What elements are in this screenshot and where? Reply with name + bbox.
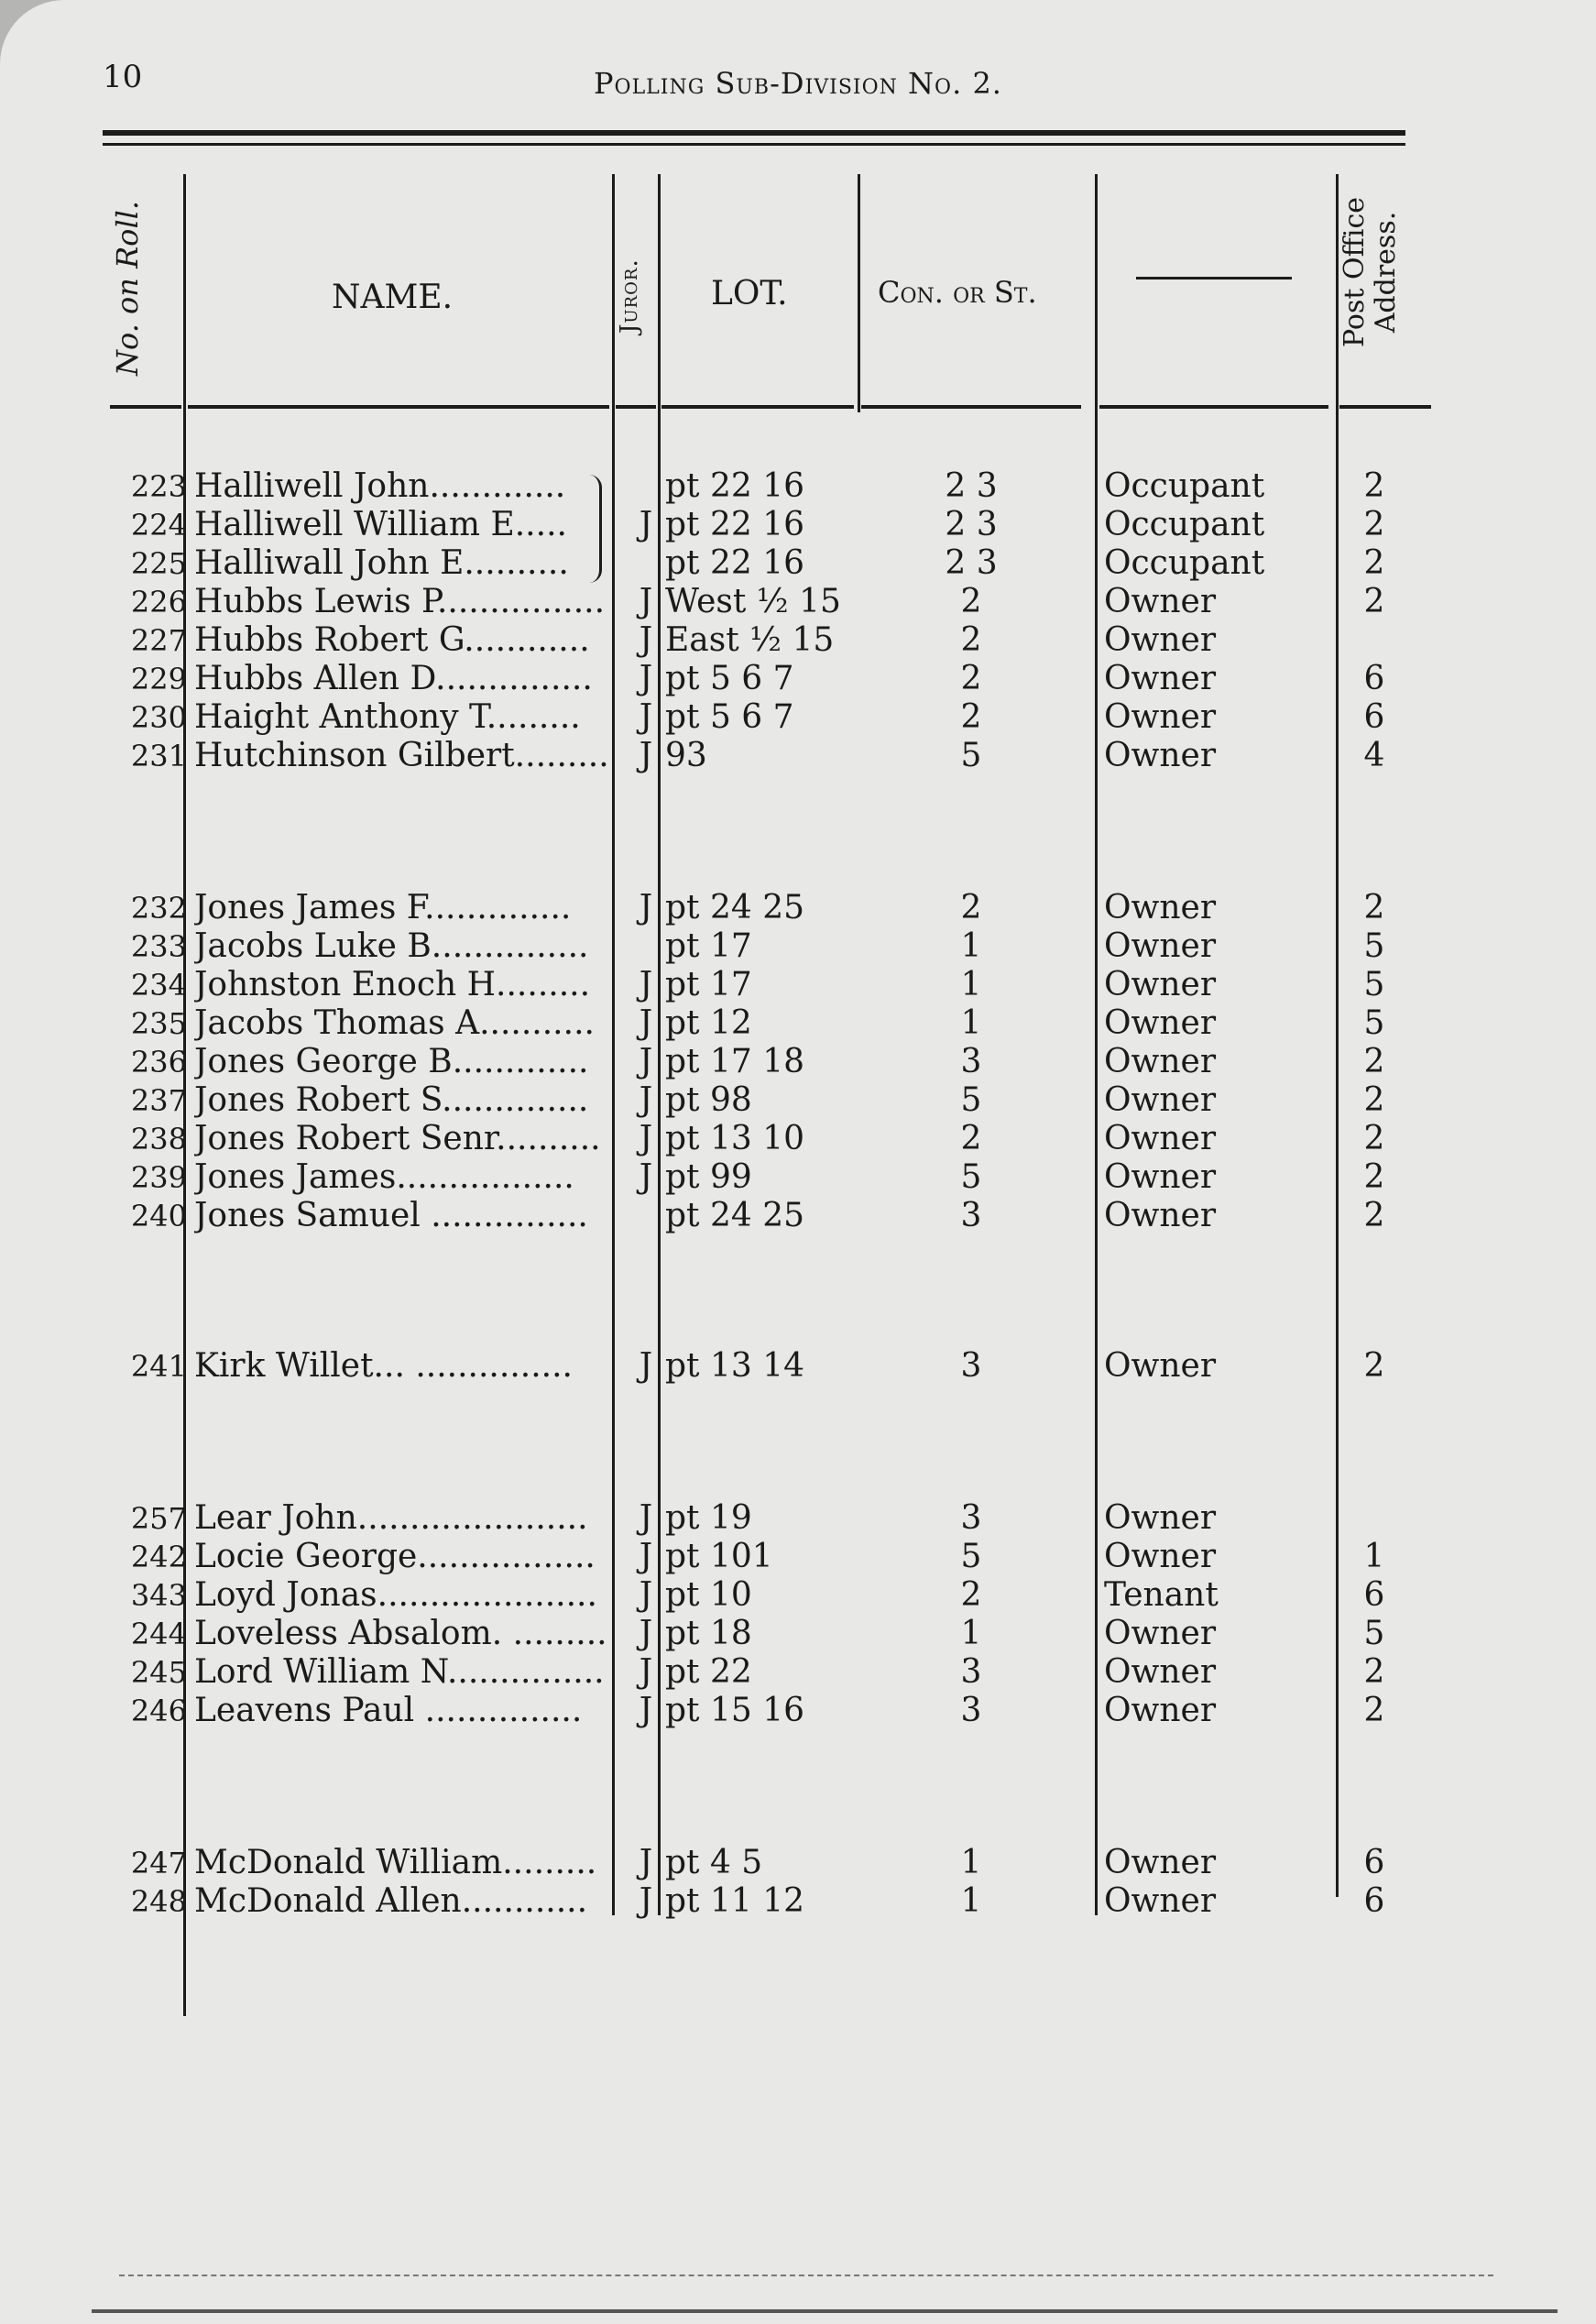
occupancy-value: Tenant [1104,1576,1219,1614]
voter-name: Jacobs Luke B............... [194,927,589,965]
column-header-rule [1099,405,1328,409]
concession-value: 3 [960,1347,982,1385]
voter-name: Halliwall John E.......... [194,544,569,582]
running-title: Polling Sub-Division No. 2. [594,66,1002,101]
table-row [0,1882,1596,1921]
voter-name: Jones George B............. [194,1043,589,1080]
column-header-rule [861,405,1081,409]
occupancy-value: Owner [1104,1197,1217,1234]
table-row [0,1158,1596,1197]
voter-name: Halliwell John............. [194,467,566,505]
post-office-value: 5 [1363,1615,1385,1652]
table-row [0,1844,1596,1882]
occupancy-header-rule [1136,277,1292,280]
voter-name: Lear John...................... [194,1499,588,1537]
voter-name: Jones Robert Senr.......... [194,1120,601,1157]
juror-mark: J [639,621,653,659]
lot-value: pt 24 25 [665,1197,805,1234]
lot-value: pt 19 [665,1499,752,1537]
occupancy-value: Owner [1104,1081,1217,1119]
table-row [0,1615,1596,1653]
page-number: 10 [103,59,143,95]
concession-value: 3 [960,1043,982,1080]
juror-mark: J [639,1081,653,1119]
lot-value: pt 101 [665,1538,773,1575]
post-office-value: 5 [1363,927,1385,965]
juror-mark: J [639,737,653,774]
juror-mark: J [639,506,653,543]
lot-value: pt 18 [665,1615,752,1652]
concession-value: 3 [960,1653,982,1691]
post-office-value: 2 [1363,1043,1385,1080]
roll-number: 343 [130,1578,187,1613]
concession-value: 5 [960,737,982,774]
juror-mark: J [639,698,653,736]
occupancy-value: Owner [1104,1499,1217,1537]
occupancy-value: Occupant [1104,544,1265,582]
occupancy-value: Owner [1104,1615,1217,1652]
roll-number: 242 [130,1540,187,1574]
concession-value: 3 [960,1197,982,1234]
voter-name: Locie George................. [194,1538,596,1575]
lot-value: pt 22 16 [665,467,805,505]
table-row [0,698,1596,737]
voter-name: Halliwell William E..... [194,506,567,543]
occupancy-value: Owner [1104,583,1217,620]
table-row [0,506,1596,544]
roll-number: 235 [130,1006,187,1041]
concession-value: 2 [960,698,982,736]
concession-value: 2 3 [945,544,998,582]
voter-name: Loyd Jonas..................... [194,1576,597,1614]
occupancy-value: Owner [1104,1653,1217,1691]
lot-value: pt 22 16 [665,544,805,582]
roll-number: 229 [130,662,187,696]
footer-rule [119,2275,1493,2276]
lot-value: pt 98 [665,1081,752,1119]
concession-value: 1 [960,1882,982,1920]
roll-number: 225 [130,546,187,581]
lot-value: pt 13 14 [665,1347,805,1385]
lot-value: pt 10 [665,1576,752,1614]
lot-value: 93 [665,737,707,774]
occupancy-value: Owner [1104,966,1217,1003]
juror-mark: J [639,1158,653,1196]
occupancy-value: Owner [1104,889,1217,926]
concession-value: 5 [960,1158,982,1196]
lot-value: pt 17 [665,927,752,965]
roll-number: 248 [130,1884,187,1919]
roll-number: 239 [130,1160,187,1195]
lot-value: pt 17 18 [665,1043,805,1080]
occupancy-value: Owner [1104,621,1217,659]
juror-mark: J [639,583,653,620]
no-on-roll-header: No. on Roll. [110,200,145,376]
juror-header: Juror. [616,258,643,334]
occupancy-value: Occupant [1104,506,1265,543]
post-office-value: 6 [1363,698,1385,736]
post-office-value: 4 [1363,737,1385,774]
column-header-rule [616,405,656,409]
roll-number: 237 [130,1083,187,1118]
post-office-value: 6 [1363,1576,1385,1614]
lot-value: pt 12 [665,1004,752,1042]
occupancy-value: Owner [1104,1043,1217,1080]
roll-number: 245 [130,1655,187,1690]
lot-value: East ½ 15 [665,621,835,659]
voter-name: Jones James................. [194,1158,574,1196]
juror-mark: J [639,1576,653,1614]
roll-number: 234 [130,968,187,1003]
voter-name: Hubbs Allen D............... [194,660,593,697]
roll-number: 233 [130,929,187,964]
table-row [0,1081,1596,1120]
occupancy-value: Occupant [1104,467,1265,505]
voter-name: Haight Anthony T......... [194,698,581,736]
voter-name: Loveless Absalom. ......... [194,1615,607,1652]
voter-name: Kirk Willet... ............... [194,1347,573,1385]
occupancy-value: Owner [1104,1347,1217,1385]
juror-mark: J [639,889,653,926]
header-rule-thin [103,143,1405,146]
roll-number: 230 [130,700,187,735]
roll-number: 244 [130,1617,187,1651]
post-office-header: Post Office Address. [1339,196,1402,348]
juror-mark: J [639,1615,653,1652]
roll-number: 241 [130,1349,187,1384]
voter-name: Jones Robert S.............. [194,1081,589,1119]
post-office-value: 2 [1363,889,1385,926]
post-office-value: 2 [1363,506,1385,543]
concession-value: 2 [960,621,982,659]
concession-value: 3 [960,1692,982,1729]
concession-value: 5 [960,1081,982,1119]
occupancy-value: Owner [1104,1844,1217,1881]
concession-value: 2 [960,660,982,697]
table-row [0,1653,1596,1692]
occupancy-value: Owner [1104,1158,1217,1196]
voter-name: Johnston Enoch H......... [194,966,591,1003]
concession-value: 2 [960,889,982,926]
voter-name: Hutchinson Gilbert......... [194,737,609,774]
concession-value: 1 [960,966,982,1003]
concession-value: 2 [960,1576,982,1614]
juror-mark: J [639,1844,653,1881]
post-office-value: 6 [1363,1882,1385,1920]
post-office-value: 6 [1363,660,1385,697]
voter-name: McDonald William......... [194,1844,597,1881]
roll-number: 227 [130,623,187,658]
concession-value: 2 [960,1120,982,1157]
occupancy-value: Owner [1104,737,1217,774]
concession-value: 5 [960,1538,982,1575]
occupancy-value: Owner [1104,660,1217,697]
lot-header: LOT. [711,275,788,312]
lot-value: pt 13 10 [665,1120,805,1157]
table-row [0,1499,1596,1538]
table-row [0,621,1596,660]
voter-name: Hubbs Lewis P................ [194,583,606,620]
occupancy-value: Owner [1104,698,1217,736]
lot-value: pt 5 6 7 [665,660,794,697]
voter-name: Lord William N............... [194,1653,605,1691]
occupancy-value: Owner [1104,1538,1217,1575]
roll-number: 226 [130,585,187,619]
post-office-value: 2 [1363,583,1385,620]
table-row [0,1538,1596,1576]
lot-value: pt 4 5 [665,1844,763,1881]
concession-value: 1 [960,1615,982,1652]
concession-value: 1 [960,927,982,965]
juror-mark: J [639,660,653,697]
occupancy-value: Owner [1104,1120,1217,1157]
table-row [0,927,1596,966]
post-office-value: 2 [1363,1692,1385,1729]
lot-value: pt 11 12 [665,1882,805,1920]
roll-number: 240 [130,1199,187,1233]
voter-name: Jacobs Thomas A........... [194,1004,595,1042]
occupancy-value: Owner [1104,1004,1217,1042]
table-row [0,1692,1596,1730]
concession-value: 1 [960,1844,982,1881]
concession-value: 2 3 [945,467,998,505]
table-row [0,1576,1596,1615]
post-office-value: 2 [1363,1081,1385,1119]
table-row [0,737,1596,775]
concession-value: 2 [960,583,982,620]
post-office-value: 2 [1363,467,1385,505]
lot-value: West ½ 15 [665,583,841,620]
voter-name: Leavens Paul ............... [194,1692,583,1729]
lot-value: pt 17 [665,966,752,1003]
column-divider [858,174,860,412]
juror-mark: J [639,1538,653,1575]
roll-number: 236 [130,1045,187,1080]
header-rule-thick [103,130,1405,136]
post-office-value: 2 [1363,1197,1385,1234]
table-row [0,583,1596,621]
occupancy-value: Owner [1104,1692,1217,1729]
concession-value: 1 [960,1004,982,1042]
juror-mark: J [639,1653,653,1691]
post-office-value: 1 [1363,1538,1385,1575]
table-row [0,1004,1596,1043]
juror-mark: J [639,1043,653,1080]
table-row [0,1347,1596,1386]
concession-value: 2 3 [945,506,998,543]
post-office-value: 2 [1363,1120,1385,1157]
table-row [0,544,1596,583]
juror-mark: J [639,966,653,1003]
roll-number: 246 [130,1694,187,1728]
lot-value: pt 5 6 7 [665,698,794,736]
roll-number: 257 [130,1501,187,1536]
voter-name: Jones Samuel ............... [194,1197,588,1234]
juror-mark: J [639,1692,653,1729]
post-office-value: 6 [1363,1844,1385,1881]
occupancy-value: Owner [1104,1882,1217,1920]
table-row [0,1043,1596,1081]
roll-number: 231 [130,739,187,773]
juror-mark: J [639,1499,653,1537]
juror-mark: J [639,1347,653,1385]
table-row [0,467,1596,506]
concession-value: 3 [960,1499,982,1537]
table-row [0,660,1596,698]
roll-number: 238 [130,1122,187,1157]
juror-mark: J [639,1882,653,1920]
column-header-rule [110,405,181,409]
roll-number: 247 [130,1846,187,1880]
roll-number: 223 [130,469,187,504]
table-row [0,889,1596,927]
voter-name: McDonald Allen............ [194,1882,588,1920]
occupancy-value: Owner [1104,927,1217,965]
table-row [0,1120,1596,1158]
name-header: NAME. [332,279,454,316]
column-header-rule [661,405,854,409]
lot-value: pt 24 25 [665,889,805,926]
post-office-value: 2 [1363,1347,1385,1385]
post-office-value: 2 [1363,1158,1385,1196]
table-row [0,1197,1596,1235]
lot-value: pt 15 16 [665,1692,805,1729]
juror-mark: J [639,1120,653,1157]
column-header-rule [188,405,609,409]
post-office-value: 5 [1363,1004,1385,1042]
juror-mark: J [639,1004,653,1042]
post-office-value: 2 [1363,1653,1385,1691]
roll-number: 232 [130,891,187,926]
lot-value: pt 22 [665,1653,752,1691]
voter-name: Jones James F.............. [194,889,572,926]
post-office-value: 2 [1363,544,1385,582]
page-bottom-edge [92,2309,1558,2313]
voter-name: Hubbs Robert G............ [194,621,590,659]
post-office-value: 5 [1363,966,1385,1003]
roll-number: 224 [130,508,187,543]
lot-value: pt 99 [665,1158,752,1196]
column-header-rule [1339,405,1431,409]
con-or-st-header: Con. or St. [878,275,1037,310]
table-row [0,966,1596,1004]
lot-value: pt 22 16 [665,506,805,543]
